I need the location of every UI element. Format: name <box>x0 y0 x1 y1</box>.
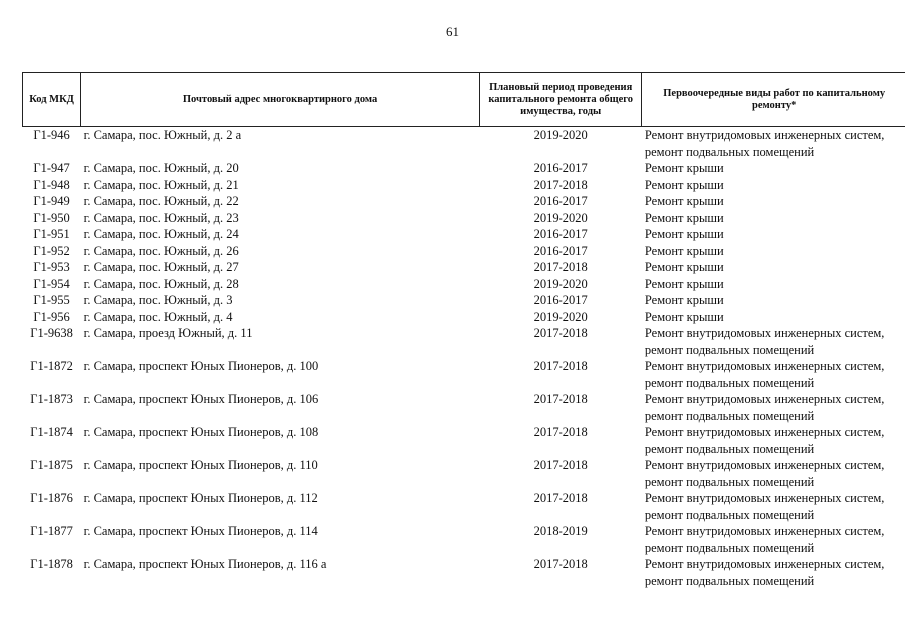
cell-address: г. Самара, пос. Южный, д. 21 <box>83 177 239 192</box>
works-line: Ремонт крыши <box>644 227 724 241</box>
works-line: ремонт подвальных помещений <box>644 342 815 357</box>
cell-address: г. Самара, пос. Южный, д. 24 <box>83 227 239 241</box>
works-line: ремонт подвальных помещений <box>644 540 815 555</box>
cell-address: г. Самара, проспект Юных Пионеров, д. 114 <box>83 524 318 538</box>
cell-works <box>642 276 905 293</box>
cell-code: Г1-1872 <box>30 359 73 373</box>
cell-address: г. Самара, пос. Южный, д. 26 <box>83 243 239 258</box>
table-row <box>23 160 905 177</box>
cell-code: Г1-9638 <box>30 326 73 340</box>
cell-code: Г1-1878 <box>30 557 73 571</box>
table-row <box>23 243 905 260</box>
cell-code: Г1-951 <box>33 227 70 241</box>
works-line: ремонт подвальных помещений <box>644 507 815 522</box>
table-row <box>23 490 905 523</box>
cell-period: 2019-2020 <box>533 210 588 225</box>
table-row <box>23 210 905 227</box>
cell-period: 2017-2018 <box>533 260 588 274</box>
works-line: Ремонт крыши <box>644 293 724 307</box>
header-works: Первоочередные виды работ по капитальному ремонту* <box>642 73 905 127</box>
cell-works <box>642 243 905 260</box>
cell-code: Г1-953 <box>33 260 70 274</box>
table-row <box>23 523 905 556</box>
cell-code: Г1-956 <box>33 309 70 324</box>
cell-period: 2016-2017 <box>533 161 588 175</box>
cell-code: Г1-954 <box>33 276 70 291</box>
works-line: Ремонт внутридомовых инженерных систем, <box>644 425 885 439</box>
cell-works <box>642 325 905 358</box>
cell-works <box>642 193 905 210</box>
cell-address: г. Самара, проспект Юных Пионеров, д. 106 <box>83 392 319 406</box>
cell-address: г. Самара, проспект Юных Пионеров, д. 112 <box>83 491 318 505</box>
works-line: ремонт подвальных помещений <box>644 144 815 159</box>
cell-works <box>642 292 905 309</box>
cell-works <box>642 457 905 490</box>
table-row <box>23 556 905 589</box>
works-line: Ремонт крыши <box>644 161 724 175</box>
cell-period: 2019-2020 <box>533 276 588 291</box>
cell-code: Г1-1874 <box>30 425 73 439</box>
cell-works <box>642 424 905 457</box>
works-line: Ремонт крыши <box>644 309 724 324</box>
works-line: Ремонт крыши <box>644 194 724 208</box>
cell-address: г. Самара, пос. Южный, д. 3 <box>83 293 233 307</box>
works-line: Ремонт внутридомовых инженерных систем, <box>644 491 885 505</box>
cell-period: 2017-2018 <box>533 359 588 373</box>
works-line: ремонт подвальных помещений <box>644 573 815 588</box>
table-row <box>23 309 905 326</box>
cell-code: Г1-1877 <box>30 524 73 538</box>
cell-address: г. Самара, пос. Южный, д. 27 <box>83 260 239 274</box>
building-registry-table <box>22 72 905 589</box>
cell-works <box>642 160 905 177</box>
cell-code: Г1-955 <box>33 293 70 307</box>
header-address: Почтовый адрес многоквартирного дома <box>81 73 480 127</box>
works-line: Ремонт внутридомовых инженерных систем, <box>644 359 885 373</box>
works-line: ремонт подвальных помещений <box>644 408 815 423</box>
cell-code: Г1-948 <box>33 177 70 192</box>
works-line: Ремонт внутридомовых инженерных систем, <box>644 392 885 406</box>
cell-period: 2018-2019 <box>533 524 588 538</box>
cell-code: Г1-947 <box>33 161 70 175</box>
cell-works <box>642 523 905 556</box>
works-line: ремонт подвальных помещений <box>644 441 815 456</box>
header-period: Плановый период проведения капитального ремонта общего имущества, годы <box>480 73 642 127</box>
cell-code: Г1-950 <box>33 210 70 225</box>
cell-period: 2016-2017 <box>533 243 588 258</box>
table-row <box>23 193 905 210</box>
works-line: Ремонт крыши <box>644 260 724 274</box>
cell-period: 2019-2020 <box>533 128 588 142</box>
works-line: Ремонт крыши <box>644 210 724 225</box>
cell-address: г. Самара, пос. Южный, д. 23 <box>83 210 239 225</box>
table-row <box>23 391 905 424</box>
table-row <box>23 325 905 358</box>
cell-period: 2019-2020 <box>533 309 588 324</box>
works-line: Ремонт внутридомовых инженерных систем, <box>644 524 885 538</box>
cell-period: 2017-2018 <box>533 177 588 192</box>
cell-works <box>642 556 905 589</box>
table-row <box>23 424 905 457</box>
cell-code: Г1-1875 <box>30 458 73 472</box>
works-line: Ремонт крыши <box>644 243 724 258</box>
cell-period: 2017-2018 <box>533 491 588 505</box>
table-row <box>23 358 905 391</box>
cell-code: Г1-949 <box>33 194 70 208</box>
cell-period: 2017-2018 <box>533 458 588 472</box>
works-line: Ремонт внутридомовых инженерных систем, <box>644 557 885 571</box>
cell-period: 2017-2018 <box>533 557 588 571</box>
cell-code: Г1-1873 <box>30 392 73 406</box>
cell-period: 2016-2017 <box>533 227 588 241</box>
header-code: Код МКД <box>23 73 81 127</box>
cell-code: Г1-946 <box>33 128 70 142</box>
cell-works <box>642 226 905 243</box>
cell-address: г. Самара, проспект Юных Пионеров, д. 110 <box>83 458 318 472</box>
table-row <box>23 457 905 490</box>
cell-works <box>642 358 905 391</box>
cell-address: г. Самара, проспект Юных Пионеров, д. 108 <box>83 425 319 439</box>
works-line: Ремонт внутридомовых инженерных систем, <box>644 458 885 472</box>
cell-period: 2016-2017 <box>533 293 588 307</box>
cell-address: г. Самара, пос. Южный, д. 28 <box>83 276 239 291</box>
cell-works <box>642 210 905 227</box>
page-number: 61 <box>446 24 459 39</box>
table-header-row <box>23 73 905 127</box>
cell-address: г. Самара, пос. Южный, д. 22 <box>83 194 239 208</box>
cell-works <box>642 259 905 276</box>
cell-period: 2017-2018 <box>533 392 588 406</box>
cell-works <box>642 490 905 523</box>
cell-code: Г1-952 <box>33 243 70 258</box>
table-row <box>23 292 905 309</box>
cell-works <box>642 391 905 424</box>
cell-address: г. Самара, пос. Южный, д. 2 а <box>83 128 242 142</box>
cell-works <box>642 177 905 194</box>
cell-address: г. Самара, проезд Южный, д. 11 <box>83 326 253 340</box>
cell-period: 2017-2018 <box>533 425 588 439</box>
cell-address: г. Самара, проспект Юных Пионеров, д. 116 а <box>83 557 327 571</box>
cell-works <box>642 309 905 326</box>
cell-address: г. Самара, проспект Юных Пионеров, д. 100 <box>83 359 319 373</box>
cell-address: г. Самара, пос. Южный, д. 20 <box>83 161 239 175</box>
cell-period: 2017-2018 <box>533 326 588 340</box>
table-body <box>23 127 905 590</box>
works-line: Ремонт крыши <box>644 276 724 291</box>
cell-address: г. Самара, пос. Южный, д. 4 <box>83 309 233 324</box>
works-line: Ремонт внутридомовых инженерных систем, <box>644 326 885 340</box>
table-row <box>23 177 905 194</box>
table-row <box>23 226 905 243</box>
cell-code: Г1-1876 <box>30 491 73 505</box>
cell-works <box>642 127 905 161</box>
works-line: ремонт подвальных помещений <box>644 375 815 390</box>
cell-period: 2016-2017 <box>533 194 588 208</box>
table-row <box>23 276 905 293</box>
works-line: Ремонт внутридомовых инженерных систем, <box>644 128 885 142</box>
table-row <box>23 127 905 161</box>
works-line: Ремонт крыши <box>644 177 724 192</box>
table-row <box>23 259 905 276</box>
works-line: ремонт подвальных помещений <box>644 474 815 489</box>
